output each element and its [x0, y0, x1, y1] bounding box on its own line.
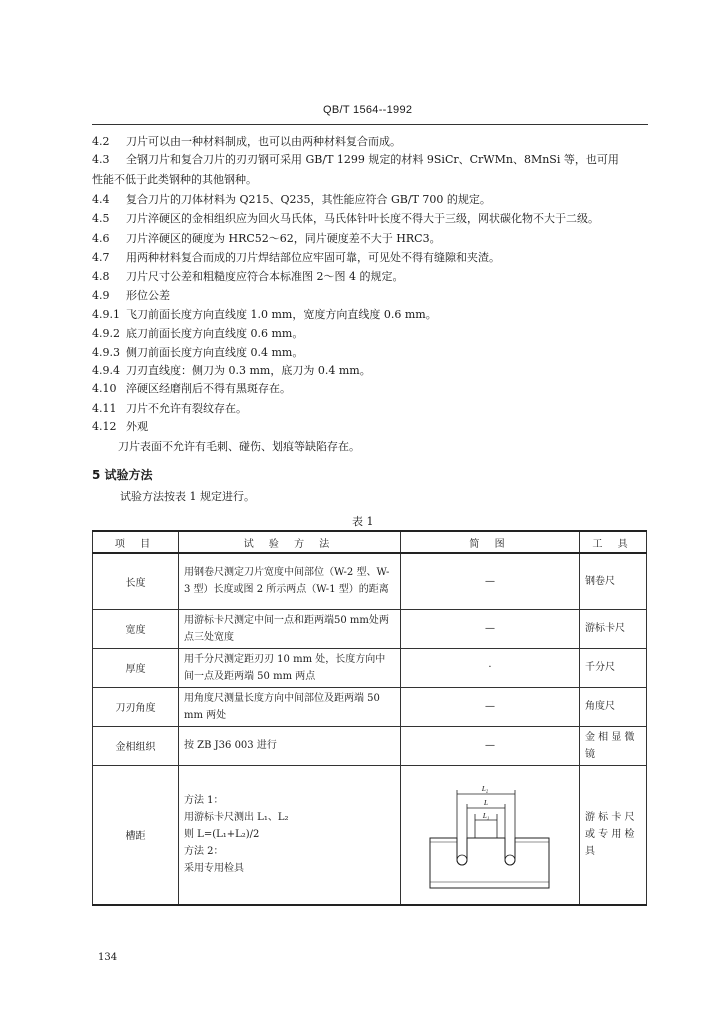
table-row	[93, 609, 647, 648]
clause-line	[92, 327, 303, 341]
row-sketch: ·	[401, 648, 580, 687]
clause-line	[92, 364, 371, 378]
clause-number: 4.11	[92, 402, 117, 415]
row-sketch: —	[401, 687, 580, 726]
row-item: 长度	[93, 553, 179, 609]
row-tool: 游标卡尺	[580, 609, 647, 648]
clause-text: 复合刀片的刀体材料为 Q215、Q235，其性能应符合 GB/T 700 的规定。	[126, 193, 491, 206]
row-item: 厚度	[93, 648, 179, 687]
header-rule	[92, 124, 648, 125]
clause-line	[92, 382, 291, 396]
row-method: 用游标卡尺测定中间一点和距两端50 mm处两点三处宽度	[179, 609, 401, 648]
table-row	[93, 553, 647, 609]
section-title: 5 试验方法	[92, 468, 153, 482]
table-caption: 表 1	[352, 515, 374, 528]
clause-number: 4.6	[92, 232, 110, 245]
clause-number: 4.9.4	[92, 364, 120, 377]
clause-text: 用两种材料复合而成的刀片焊结部位应牢固可靠，可见处不得有缝隙和夹渣。	[126, 251, 500, 264]
dim-label-l: L	[484, 798, 488, 807]
section-intro: 试验方法按表 1 规定进行。	[120, 490, 255, 503]
table-row	[93, 648, 647, 687]
row-tool: 千分尺	[580, 648, 647, 687]
clause-text: 刀片淬硬区的金相组织应为回火马氏体，马氏体针叶长度不得大于三级，网状碳化物不大于二级。	[126, 212, 599, 225]
method-line: 采用专用检具	[184, 863, 244, 875]
table-row	[93, 726, 647, 765]
clause-line	[92, 153, 619, 167]
clause-number: 4.12	[92, 420, 117, 433]
clause-text: 飞刀前面长度方向直线度 1.0 mm，宽度方向直线度 0.6 mm。	[126, 308, 437, 321]
clause-line	[92, 251, 500, 265]
clause-number: 4.3	[92, 153, 110, 166]
clause-text: 外观	[126, 420, 148, 433]
clause-number: 4.2	[92, 135, 110, 148]
clause-line	[118, 440, 360, 454]
row-method	[179, 765, 401, 905]
clause-text: 刀片尺寸公差和粗糙度应符合本标准图 2～图 4 的规定。	[126, 270, 404, 283]
header-sketch: 简 图	[401, 531, 580, 553]
page-number: 134	[98, 952, 118, 963]
row-item: 宽度	[93, 609, 179, 648]
table-header-row	[93, 531, 647, 553]
clause-number: 4.8	[92, 270, 110, 283]
clause-text: 刀片不允许有裂纹存在。	[126, 402, 247, 415]
dim-label-l2: L₂	[481, 784, 489, 793]
row-tool: 角度尺	[580, 687, 647, 726]
clause-line	[92, 212, 599, 226]
clause-text: 底刀前面长度方向直线度 0.6 mm。	[126, 327, 304, 340]
clause-line	[92, 308, 437, 322]
clause-text: 形位公差	[126, 289, 170, 302]
clause-text: 侧刀前面长度方向直线度 0.4 mm。	[126, 346, 304, 359]
clause-line	[92, 193, 491, 207]
row-sketch	[401, 765, 580, 905]
method-line: 方法 2：	[184, 846, 224, 858]
row-method: 按 ZB J36 003 进行	[179, 726, 401, 765]
clause-line	[92, 420, 148, 434]
row-sketch: —	[401, 726, 580, 765]
clause-text: 全钢刀片和复合刀片的刃刃钢可采用 GB/T 1299 规定的材料 9SiCr、CrWMn、8MnSi 等，也可用	[126, 153, 619, 166]
row-tool: 金 相 显 微 镜	[580, 726, 647, 765]
row-method: 用钢卷尺测定刀片宽度中间部位（W-2 型、W-3 型）长度或图 2 所示两点（W-1 型）的距离	[179, 553, 401, 609]
row-item: 刀刃角度	[93, 687, 179, 726]
header-item: 项 目	[93, 531, 179, 553]
clause-line	[92, 270, 404, 284]
dim-label-l1: L₁	[482, 811, 490, 820]
slot-pitch-diagram	[425, 776, 555, 894]
clause-number: 4.7	[92, 251, 110, 264]
method-line: 方法 1：	[184, 795, 224, 807]
clause-line	[92, 173, 257, 187]
method-line: 则 L=(L₁+L₂)/2	[184, 829, 260, 841]
clause-text: 刀片淬硬区的硬度为 HRC52～62，同片硬度差不大于 HRC3。	[126, 232, 441, 245]
header-tool: 工 具	[580, 531, 647, 553]
row-item: 金相组织	[93, 726, 179, 765]
clause-number: 4.9.2	[92, 327, 120, 340]
clause-line	[92, 135, 401, 149]
clause-number: 4.9	[92, 289, 110, 302]
clause-text: 刀片可以由一种材料制成，也可以由两种材料复合而成。	[126, 135, 401, 148]
clause-line	[92, 346, 303, 360]
clause-line	[92, 232, 441, 246]
table-row	[93, 687, 647, 726]
page-header: QB/T 1564--1992	[323, 104, 413, 116]
test-method-table	[92, 530, 647, 906]
clause-text: 刀片表面不允许有毛刺、碰伤、划痕等缺陷存在。	[118, 440, 360, 453]
clause-number: 4.4	[92, 193, 110, 206]
header-method: 试 验 方 法	[179, 531, 401, 553]
row-tool: 游 标 卡 尺 或 专 用 检 具	[580, 765, 647, 905]
row-method: 用千分尺测定距刃刃 10 mm 处，长度方向中间一点及距两端 50 mm 两点	[179, 648, 401, 687]
method-line: 用游标卡尺测出 L₁、L₂	[184, 812, 289, 824]
clause-text: 性能不低于此类钢种的其他钢种。	[92, 173, 257, 186]
row-method: 用角度尺测量长度方向中间部位及距两端 50 mm 两处	[179, 687, 401, 726]
clause-number: 4.10	[92, 382, 117, 395]
clause-text: 淬硬区经磨削后不得有黑斑存在。	[126, 382, 291, 395]
clause-line	[92, 402, 247, 416]
clause-text: 刀刃直线度：侧刀为 0.3 mm，底刀为 0.4 mm。	[126, 364, 371, 377]
row-sketch: —	[401, 553, 580, 609]
row-item: 槽距	[93, 765, 179, 905]
row-sketch: —	[401, 609, 580, 648]
row-tool: 钢卷尺	[580, 553, 647, 609]
clause-number: 4.5	[92, 212, 110, 225]
clause-number: 4.9.3	[92, 346, 120, 359]
table-row	[93, 765, 647, 905]
clause-number: 4.9.1	[92, 308, 120, 321]
clause-line	[92, 289, 170, 303]
